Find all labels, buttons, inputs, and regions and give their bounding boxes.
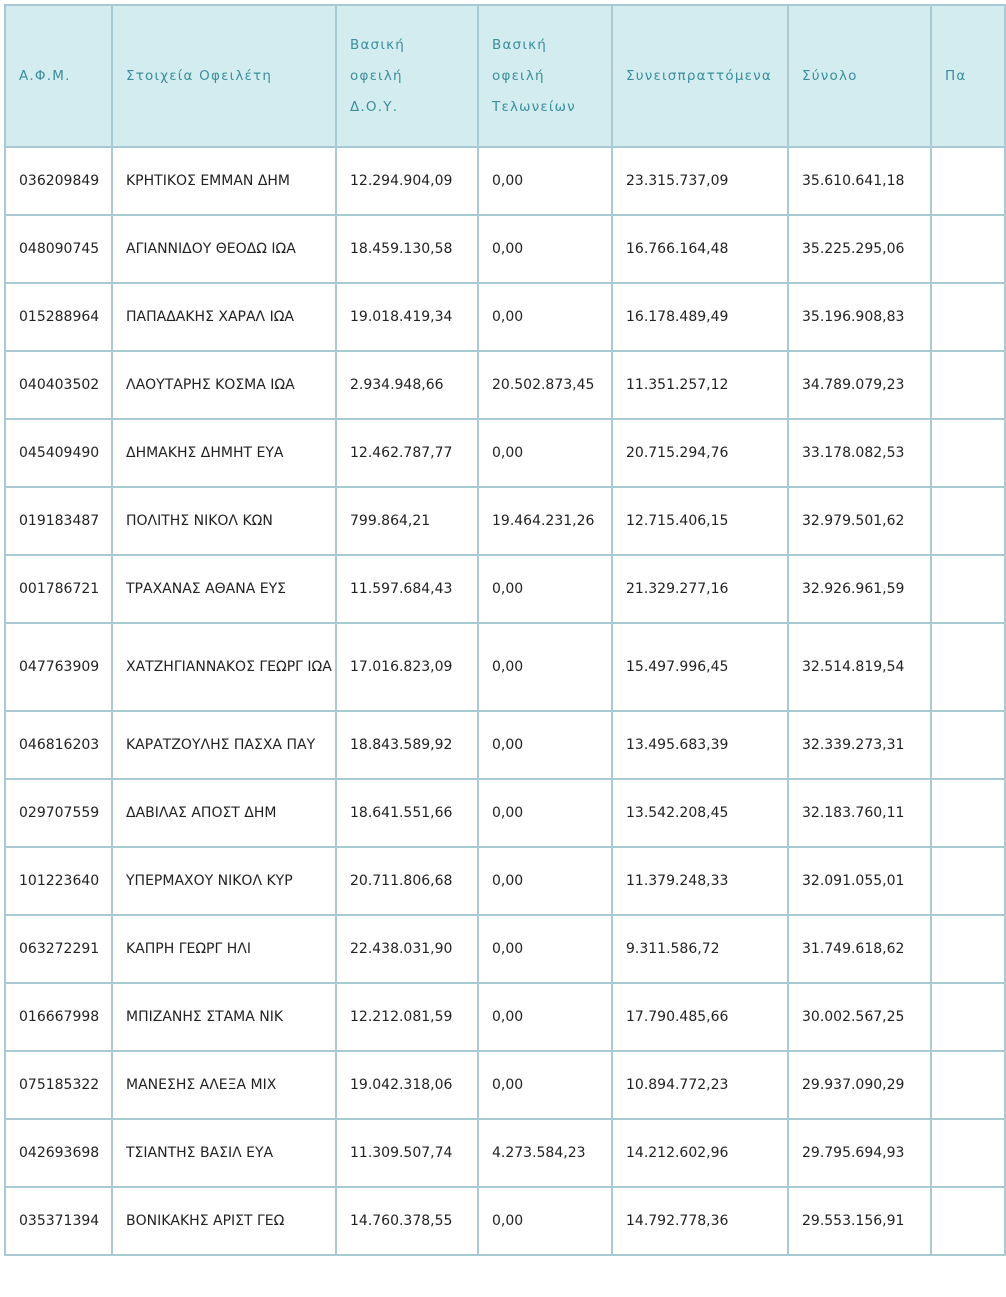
- header-co-collected: Συνεισπραττόμενα: [612, 5, 788, 147]
- cell-total: 30.002.567,25: [788, 983, 931, 1051]
- cell-co-collected: 16.766.164,48: [612, 215, 788, 283]
- cell-total: 32.183.760,11: [788, 779, 931, 847]
- cell-base-dou: 799.864,21: [336, 487, 478, 555]
- cell-co-collected: 13.542.208,45: [612, 779, 788, 847]
- table-row: [5, 983, 1005, 1051]
- cell-base-customs: 0,00: [478, 419, 612, 487]
- cell-afm: 015288964: [5, 283, 112, 351]
- cell-afm: 046816203: [5, 711, 112, 779]
- cell-afm: 045409490: [5, 419, 112, 487]
- cell-total: 34.789.079,23: [788, 351, 931, 419]
- cell-extra: [931, 983, 1005, 1051]
- cell-debtor-name: ΑΓΙΑΝΝΙΔΟΥ ΘΕΟΔΩ ΙΩΑ: [112, 215, 336, 283]
- cell-total: 29.937.090,29: [788, 1051, 931, 1119]
- cell-co-collected: 13.495.683,39: [612, 711, 788, 779]
- cell-total: 29.795.694,93: [788, 1119, 931, 1187]
- cell-total: 32.979.501,62: [788, 487, 931, 555]
- debtors-table: [4, 4, 1006, 1256]
- cell-afm: 016667998: [5, 983, 112, 1051]
- table-row: [5, 555, 1005, 623]
- cell-extra: [931, 351, 1005, 419]
- cell-total: 32.926.961,59: [788, 555, 931, 623]
- table-row: [5, 711, 1005, 779]
- cell-base-dou: 11.309.507,74: [336, 1119, 478, 1187]
- header-base-dou: Βασική οφειλή Δ.Ο.Υ.: [336, 5, 478, 147]
- table-row: [5, 215, 1005, 283]
- cell-total: 35.196.908,83: [788, 283, 931, 351]
- cell-debtor-name: ΔΗΜΑΚΗΣ ΔΗΜΗΤ ΕΥΑ: [112, 419, 336, 487]
- cell-co-collected: 15.497.996,45: [612, 623, 788, 711]
- cell-base-customs: 0,00: [478, 983, 612, 1051]
- cell-base-customs: 0,00: [478, 1051, 612, 1119]
- cell-total: 32.091.055,01: [788, 847, 931, 915]
- cell-base-dou: 18.459.130,58: [336, 215, 478, 283]
- cell-base-customs: 19.464.231,26: [478, 487, 612, 555]
- cell-afm: 075185322: [5, 1051, 112, 1119]
- cell-afm: 036209849: [5, 147, 112, 215]
- cell-co-collected: 10.894.772,23: [612, 1051, 788, 1119]
- cell-extra: [931, 147, 1005, 215]
- cell-debtor-name: ΧΑΤΖΗΓΙΑΝΝΑΚΟΣ ΓΕΩΡΓ ΙΩΑ: [112, 623, 336, 711]
- cell-extra: [931, 1119, 1005, 1187]
- cell-base-customs: 0,00: [478, 711, 612, 779]
- cell-debtor-name: ΜΑΝΕΣΗΣ ΑΛΕΞΑ ΜΙΧ: [112, 1051, 336, 1119]
- cell-co-collected: 16.178.489,49: [612, 283, 788, 351]
- table-row: [5, 147, 1005, 215]
- cell-total: 35.610.641,18: [788, 147, 931, 215]
- table-row: [5, 283, 1005, 351]
- cell-extra: [931, 915, 1005, 983]
- cell-afm: 063272291: [5, 915, 112, 983]
- cell-base-dou: 11.597.684,43: [336, 555, 478, 623]
- cell-co-collected: 17.790.485,66: [612, 983, 788, 1051]
- cell-base-customs: 20.502.873,45: [478, 351, 612, 419]
- cell-co-collected: 11.379.248,33: [612, 847, 788, 915]
- table-row: [5, 1187, 1005, 1255]
- cell-base-customs: 4.273.584,23: [478, 1119, 612, 1187]
- cell-base-customs: 0,00: [478, 283, 612, 351]
- cell-extra: [931, 215, 1005, 283]
- cell-afm: 101223640: [5, 847, 112, 915]
- cell-debtor-name: ΔΑΒΙΛΑΣ ΑΠΟΣΤ ΔΗΜ: [112, 779, 336, 847]
- cell-extra: [931, 1187, 1005, 1255]
- cell-extra: [931, 711, 1005, 779]
- cell-debtor-name: ΚΑΡΑΤΖΟΥΛΗΣ ΠΑΣΧΑ ΠΑΥ: [112, 711, 336, 779]
- cell-co-collected: 20.715.294,76: [612, 419, 788, 487]
- cell-base-dou: 22.438.031,90: [336, 915, 478, 983]
- cell-base-customs: 0,00: [478, 555, 612, 623]
- header-base-customs: Βασική οφειλή Τελωνείων: [478, 5, 612, 147]
- cell-total: 33.178.082,53: [788, 419, 931, 487]
- cell-base-customs: 0,00: [478, 147, 612, 215]
- table-row: [5, 487, 1005, 555]
- cell-base-dou: 18.641.551,66: [336, 779, 478, 847]
- header-cut-off: Πα: [931, 5, 1005, 147]
- cell-debtor-name: ΥΠΕΡΜΑΧΟΥ ΝΙΚΟΛ ΚΥΡ: [112, 847, 336, 915]
- cell-base-dou: 19.018.419,34: [336, 283, 478, 351]
- cell-base-customs: 0,00: [478, 779, 612, 847]
- cell-debtor-name: ΜΠΙΖΑΝΗΣ ΣΤΑΜΑ ΝΙΚ: [112, 983, 336, 1051]
- cell-extra: [931, 779, 1005, 847]
- table-row: [5, 779, 1005, 847]
- cell-extra: [931, 419, 1005, 487]
- cell-co-collected: 14.792.778,36: [612, 1187, 788, 1255]
- cell-base-dou: 12.462.787,77: [336, 419, 478, 487]
- cell-total: 29.553.156,91: [788, 1187, 931, 1255]
- cell-extra: [931, 283, 1005, 351]
- cell-extra: [931, 847, 1005, 915]
- cell-extra: [931, 555, 1005, 623]
- table-row: [5, 351, 1005, 419]
- cell-debtor-name: ΚΑΠΡΗ ΓΕΩΡΓ ΗΛΙ: [112, 915, 336, 983]
- cell-co-collected: 12.715.406,15: [612, 487, 788, 555]
- cell-base-dou: 14.760.378,55: [336, 1187, 478, 1255]
- cell-base-dou: 12.294.904,09: [336, 147, 478, 215]
- cell-debtor-name: ΚΡΗΤΙΚΟΣ ΕΜΜΑΝ ΔΗΜ: [112, 147, 336, 215]
- cell-total: 35.225.295,06: [788, 215, 931, 283]
- table-row: [5, 623, 1005, 711]
- cell-base-dou: 12.212.081,59: [336, 983, 478, 1051]
- header-debtor: Στοιχεία Οφειλέτη: [112, 5, 336, 147]
- cell-base-dou: 20.711.806,68: [336, 847, 478, 915]
- cell-extra: [931, 487, 1005, 555]
- cell-total: 32.339.273,31: [788, 711, 931, 779]
- cell-afm: 019183487: [5, 487, 112, 555]
- header-afm: Α.Φ.Μ.: [5, 5, 112, 147]
- cell-base-dou: 17.016.823,09: [336, 623, 478, 711]
- cell-base-customs: 0,00: [478, 915, 612, 983]
- cell-base-dou: 19.042.318,06: [336, 1051, 478, 1119]
- cell-total: 32.514.819,54: [788, 623, 931, 711]
- header-total: Σύνολο: [788, 5, 931, 147]
- table-row: [5, 847, 1005, 915]
- cell-base-customs: 0,00: [478, 215, 612, 283]
- cell-co-collected: 21.329.277,16: [612, 555, 788, 623]
- cell-total: 31.749.618,62: [788, 915, 931, 983]
- cell-afm: 042693698: [5, 1119, 112, 1187]
- cell-afm: 001786721: [5, 555, 112, 623]
- cell-debtor-name: ΠΟΛΙΤΗΣ ΝΙΚΟΛ ΚΩΝ: [112, 487, 336, 555]
- cell-debtor-name: ΠΑΠΑΔΑΚΗΣ ΧΑΡΑΛ ΙΩΑ: [112, 283, 336, 351]
- cell-afm: 040403502: [5, 351, 112, 419]
- cell-base-customs: 0,00: [478, 847, 612, 915]
- cell-debtor-name: ΒΟΝΙΚΑΚΗΣ ΑΡΙΣΤ ΓΕΩ: [112, 1187, 336, 1255]
- cell-debtor-name: ΤΡΑΧΑΝΑΣ ΑΘΑΝΑ ΕΥΣ: [112, 555, 336, 623]
- cell-debtor-name: ΤΣΙΑΝΤΗΣ ΒΑΣΙΛ ΕΥΑ: [112, 1119, 336, 1187]
- cell-co-collected: 23.315.737,09: [612, 147, 788, 215]
- cell-afm: 035371394: [5, 1187, 112, 1255]
- table-row: [5, 915, 1005, 983]
- cell-debtor-name: ΛΑΟΥΤΑΡΗΣ ΚΟΣΜΑ ΙΩΑ: [112, 351, 336, 419]
- header-row: [5, 5, 1005, 147]
- cell-base-customs: 0,00: [478, 1187, 612, 1255]
- cell-extra: [931, 623, 1005, 711]
- cell-co-collected: 11.351.257,12: [612, 351, 788, 419]
- cell-base-customs: 0,00: [478, 623, 612, 711]
- table-row: [5, 1119, 1005, 1187]
- table-row: [5, 1051, 1005, 1119]
- cell-co-collected: 14.212.602,96: [612, 1119, 788, 1187]
- cell-base-dou: 2.934.948,66: [336, 351, 478, 419]
- cell-afm: 047763909: [5, 623, 112, 711]
- cell-afm: 048090745: [5, 215, 112, 283]
- cell-base-dou: 18.843.589,92: [336, 711, 478, 779]
- cell-extra: [931, 1051, 1005, 1119]
- table-row: [5, 419, 1005, 487]
- cell-co-collected: 9.311.586,72: [612, 915, 788, 983]
- cell-afm: 029707559: [5, 779, 112, 847]
